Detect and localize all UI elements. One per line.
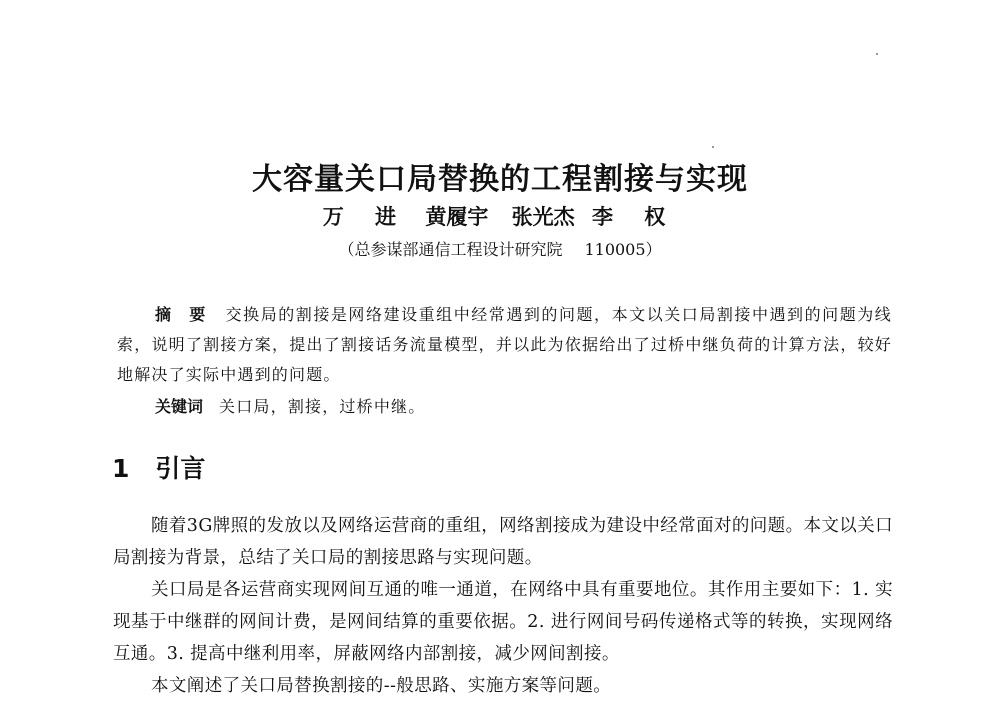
scan-speck: [712, 146, 714, 148]
author-name: 李 权: [591, 205, 678, 229]
paper-title: 大容量关口局替换的工程割接与实现: [252, 162, 748, 197]
keywords: [155, 392, 892, 422]
author-name: 张光杰: [511, 205, 575, 229]
abstract-label: 摘 要: [155, 305, 212, 324]
section-number: 1: [112, 454, 130, 483]
section-title: 引言: [155, 454, 206, 483]
section-heading: [112, 452, 205, 486]
affiliation-postcode: 110005）: [584, 240, 662, 259]
body-paragraph: 随着3G牌照的发放以及网络运营商的重组，网络割接成为建设中经常面对的问题。本文以关口局割接为背景，总结了关口局的割接思路与实现问题。: [113, 516, 893, 568]
author-list: [0, 201, 1000, 233]
abstract-text: 交换局的割接是网络建设重组中经常遇到的问题，本文以关口局割接中遇到的问题为线索，说明了割接方案，提出了割接话务流量模型，并以此为依据给出了过桥中继负荷的计算方法，较好地解决了实际中遇到的问题。: [117, 305, 892, 384]
keywords-text: 关口局，割接，过桥中继。: [219, 397, 426, 416]
keywords-label: 关键词: [155, 397, 204, 416]
author-name: 黄履宇: [425, 205, 489, 229]
affiliation: [0, 237, 1000, 263]
scan-speck: [876, 53, 878, 55]
body-paragraph: 关口局是各运营商实现网间互通的唯一通道，在网络中具有重要地位。其作用主要如下：1. 实现基于中继群的网间计费，是网间结算的重要依据。2. 进行网间号码传递格式等的转换，实现网络互通。3. 提高中继利用率，屏蔽网络内部割接，减少网间割接。: [113, 580, 893, 664]
affiliation-name: （总参谋部通信工程设计研究院: [338, 240, 563, 259]
body-text: [113, 510, 893, 702]
abstract: [117, 300, 892, 390]
body-paragraph: 本文阐述了关口局替换割接的--般思路、实施方案等问题。: [151, 676, 612, 696]
author-name: 万 进: [322, 205, 409, 229]
